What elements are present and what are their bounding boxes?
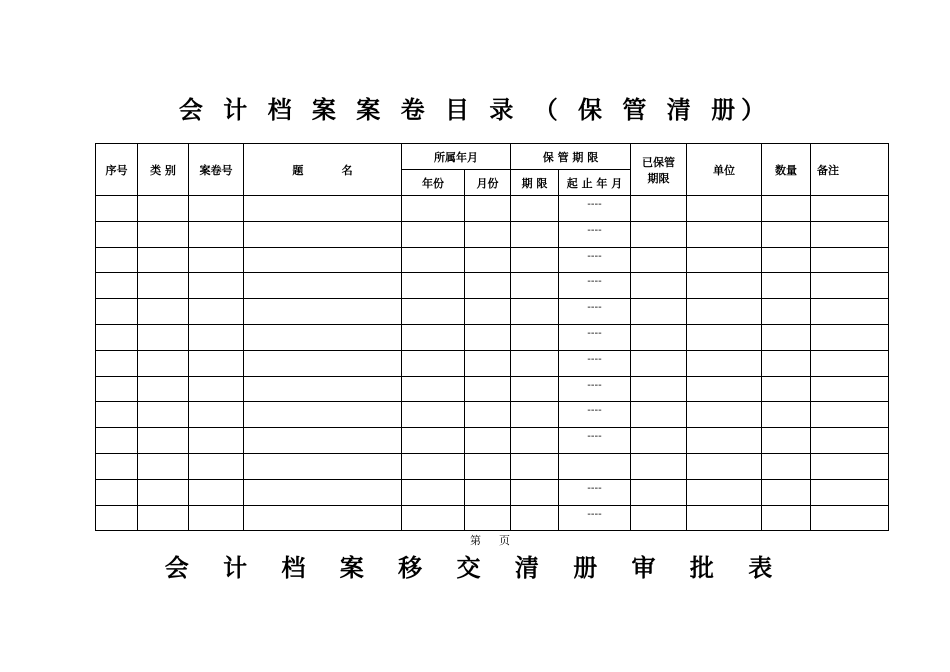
table-cell xyxy=(96,505,138,531)
table-cell xyxy=(511,376,559,402)
table-cell xyxy=(811,350,889,376)
header-start-end: 起 止 年 月 xyxy=(559,170,631,196)
table-cell xyxy=(687,324,762,350)
table-cell xyxy=(762,453,811,479)
table-cell xyxy=(687,453,762,479)
table-cell xyxy=(189,273,244,299)
table-cell xyxy=(465,428,511,454)
table-cell xyxy=(96,479,138,505)
table-cell xyxy=(189,376,244,402)
table-row xyxy=(96,428,889,454)
table-cell xyxy=(511,479,559,505)
table-cell xyxy=(138,505,189,531)
table-cell xyxy=(511,428,559,454)
table-cell xyxy=(687,479,762,505)
table-row xyxy=(96,324,889,350)
table-cell xyxy=(762,479,811,505)
table-cell xyxy=(244,376,402,402)
table-cell xyxy=(762,350,811,376)
start-end-cell: ---- xyxy=(559,402,631,428)
table-cell xyxy=(244,299,402,325)
header-year-month-group: 所属年月 xyxy=(402,144,511,170)
start-end-cell: ---- xyxy=(559,221,631,247)
table-cell xyxy=(244,221,402,247)
table-cell xyxy=(811,324,889,350)
header-year: 年份 xyxy=(402,170,465,196)
table-cell xyxy=(465,505,511,531)
table-cell xyxy=(465,196,511,222)
table-cell xyxy=(631,221,687,247)
table-cell xyxy=(402,196,465,222)
table-cell xyxy=(687,221,762,247)
start-end-cell: ---- xyxy=(559,324,631,350)
table-cell xyxy=(811,247,889,273)
table-cell xyxy=(631,505,687,531)
table-cell xyxy=(511,247,559,273)
header-file-no: 案卷号 xyxy=(189,144,244,196)
header-retention-group: 保 管 期 限 xyxy=(511,144,631,170)
table-cell xyxy=(244,428,402,454)
table-cell xyxy=(465,402,511,428)
table-cell xyxy=(189,299,244,325)
table-row xyxy=(96,196,889,222)
table-cell xyxy=(402,350,465,376)
table-cell xyxy=(762,324,811,350)
table-row xyxy=(96,299,889,325)
table-cell xyxy=(511,299,559,325)
table-cell xyxy=(465,350,511,376)
table-cell xyxy=(402,479,465,505)
table-cell xyxy=(631,247,687,273)
table-cell xyxy=(762,299,811,325)
table-cell xyxy=(687,402,762,428)
table-cell xyxy=(465,324,511,350)
table-cell xyxy=(465,479,511,505)
table-row xyxy=(96,376,889,402)
table-row xyxy=(96,402,889,428)
page-suffix: 页 xyxy=(499,534,510,547)
table-row xyxy=(96,247,889,273)
table-row xyxy=(96,350,889,376)
table-cell xyxy=(811,299,889,325)
table-cell xyxy=(96,428,138,454)
table-cell xyxy=(244,350,402,376)
table-cell xyxy=(402,299,465,325)
table-cell xyxy=(96,376,138,402)
start-end-cell: ---- xyxy=(559,299,631,325)
header-subject: 题 名 xyxy=(244,144,402,196)
table-cell xyxy=(762,505,811,531)
table-cell xyxy=(189,221,244,247)
table-cell xyxy=(762,273,811,299)
table-cell xyxy=(631,299,687,325)
table-cell xyxy=(811,505,889,531)
table-row xyxy=(96,453,889,479)
table-cell xyxy=(189,324,244,350)
table-cell xyxy=(631,273,687,299)
header-seq: 序号 xyxy=(96,144,138,196)
table-cell xyxy=(687,273,762,299)
table-cell xyxy=(189,350,244,376)
table-cell xyxy=(138,428,189,454)
table-cell xyxy=(762,196,811,222)
table-cell xyxy=(631,402,687,428)
header-remarks: 备注 xyxy=(811,144,889,196)
table-cell xyxy=(96,299,138,325)
header-category: 类 别 xyxy=(138,144,189,196)
table-cell xyxy=(402,273,465,299)
table-cell xyxy=(631,376,687,402)
table-cell xyxy=(402,221,465,247)
table-cell xyxy=(96,402,138,428)
start-end-cell: ---- xyxy=(559,273,631,299)
table-cell xyxy=(96,324,138,350)
table-cell xyxy=(189,402,244,428)
table-cell xyxy=(244,247,402,273)
table-cell xyxy=(511,273,559,299)
table-cell xyxy=(511,221,559,247)
table-cell xyxy=(96,221,138,247)
catalog-title: 会 计 档 案 案 卷 目 录 （ 保 管 清 册） xyxy=(178,96,772,124)
archive-catalog-table xyxy=(95,143,889,531)
start-end-cell: ---- xyxy=(559,428,631,454)
table-cell xyxy=(762,376,811,402)
table-cell xyxy=(189,453,244,479)
table-cell xyxy=(138,402,189,428)
table-cell xyxy=(465,299,511,325)
table-row xyxy=(96,221,889,247)
table-cell xyxy=(811,273,889,299)
table-cell xyxy=(96,196,138,222)
table-cell xyxy=(631,428,687,454)
start-end-cell: ---- xyxy=(559,505,631,531)
table-cell xyxy=(687,350,762,376)
table-cell xyxy=(687,428,762,454)
transfer-approval-title: 会 计 档 案 移 交 清 册 审 批 表 xyxy=(164,554,786,582)
table-cell xyxy=(402,402,465,428)
start-end-cell xyxy=(559,453,631,479)
table-cell xyxy=(244,453,402,479)
table-cell xyxy=(138,376,189,402)
table-cell xyxy=(687,196,762,222)
table-row xyxy=(96,479,889,505)
table-cell xyxy=(402,453,465,479)
table-cell xyxy=(189,247,244,273)
table-cell xyxy=(511,402,559,428)
header-kept-period xyxy=(631,144,687,196)
table-cell xyxy=(811,402,889,428)
table-cell xyxy=(244,505,402,531)
table-row xyxy=(96,273,889,299)
table-cell xyxy=(402,247,465,273)
table-cell xyxy=(762,402,811,428)
table-cell xyxy=(96,453,138,479)
table-cell xyxy=(511,453,559,479)
table-cell xyxy=(511,196,559,222)
table-cell xyxy=(244,479,402,505)
table-cell xyxy=(811,376,889,402)
table-cell xyxy=(138,221,189,247)
table-cell xyxy=(402,505,465,531)
table-cell xyxy=(96,273,138,299)
table-cell xyxy=(244,273,402,299)
table-cell xyxy=(138,350,189,376)
table-body xyxy=(96,196,889,531)
table-cell xyxy=(687,376,762,402)
table-cell xyxy=(511,324,559,350)
table-cell xyxy=(465,247,511,273)
table-cell xyxy=(138,453,189,479)
table-row xyxy=(96,505,889,531)
table-cell xyxy=(189,505,244,531)
table-cell xyxy=(687,505,762,531)
header-quantity: 数量 xyxy=(762,144,811,196)
table-cell xyxy=(762,221,811,247)
table-cell xyxy=(511,350,559,376)
header-month: 月份 xyxy=(465,170,511,196)
start-end-cell: ---- xyxy=(559,247,631,273)
table-cell xyxy=(762,247,811,273)
table-cell xyxy=(244,196,402,222)
table-cell xyxy=(511,505,559,531)
table-cell xyxy=(465,221,511,247)
table-cell xyxy=(138,247,189,273)
table-cell xyxy=(465,273,511,299)
table-cell xyxy=(138,299,189,325)
page-number-footer xyxy=(470,532,510,548)
table-cell xyxy=(465,376,511,402)
header-kept-period-line1: 已保管 xyxy=(642,155,675,169)
table-cell xyxy=(811,428,889,454)
start-end-cell: ---- xyxy=(559,479,631,505)
table-cell xyxy=(402,376,465,402)
table-cell xyxy=(244,324,402,350)
table-cell xyxy=(631,350,687,376)
table-cell xyxy=(189,196,244,222)
table-cell xyxy=(811,221,889,247)
table-cell xyxy=(138,196,189,222)
table-cell xyxy=(811,453,889,479)
header-period: 期 限 xyxy=(511,170,559,196)
table-cell xyxy=(138,479,189,505)
table-cell xyxy=(762,428,811,454)
table-cell xyxy=(189,479,244,505)
table-cell xyxy=(189,428,244,454)
table-cell xyxy=(96,247,138,273)
table-cell xyxy=(631,479,687,505)
start-end-cell: ---- xyxy=(559,376,631,402)
table-cell xyxy=(402,324,465,350)
header-unit: 单位 xyxy=(687,144,762,196)
table-cell xyxy=(631,453,687,479)
start-end-cell: ---- xyxy=(559,196,631,222)
table-cell xyxy=(138,324,189,350)
page-prefix: 第 xyxy=(470,534,481,547)
table-cell xyxy=(465,453,511,479)
table-cell xyxy=(631,324,687,350)
table-cell xyxy=(96,350,138,376)
table-cell xyxy=(244,402,402,428)
table-cell xyxy=(402,428,465,454)
table-cell xyxy=(811,196,889,222)
header-kept-period-line2: 期限 xyxy=(647,171,670,185)
table-cell xyxy=(687,247,762,273)
start-end-cell: ---- xyxy=(559,350,631,376)
table-cell xyxy=(811,479,889,505)
table-cell xyxy=(138,273,189,299)
table-cell xyxy=(687,299,762,325)
table-cell xyxy=(631,196,687,222)
